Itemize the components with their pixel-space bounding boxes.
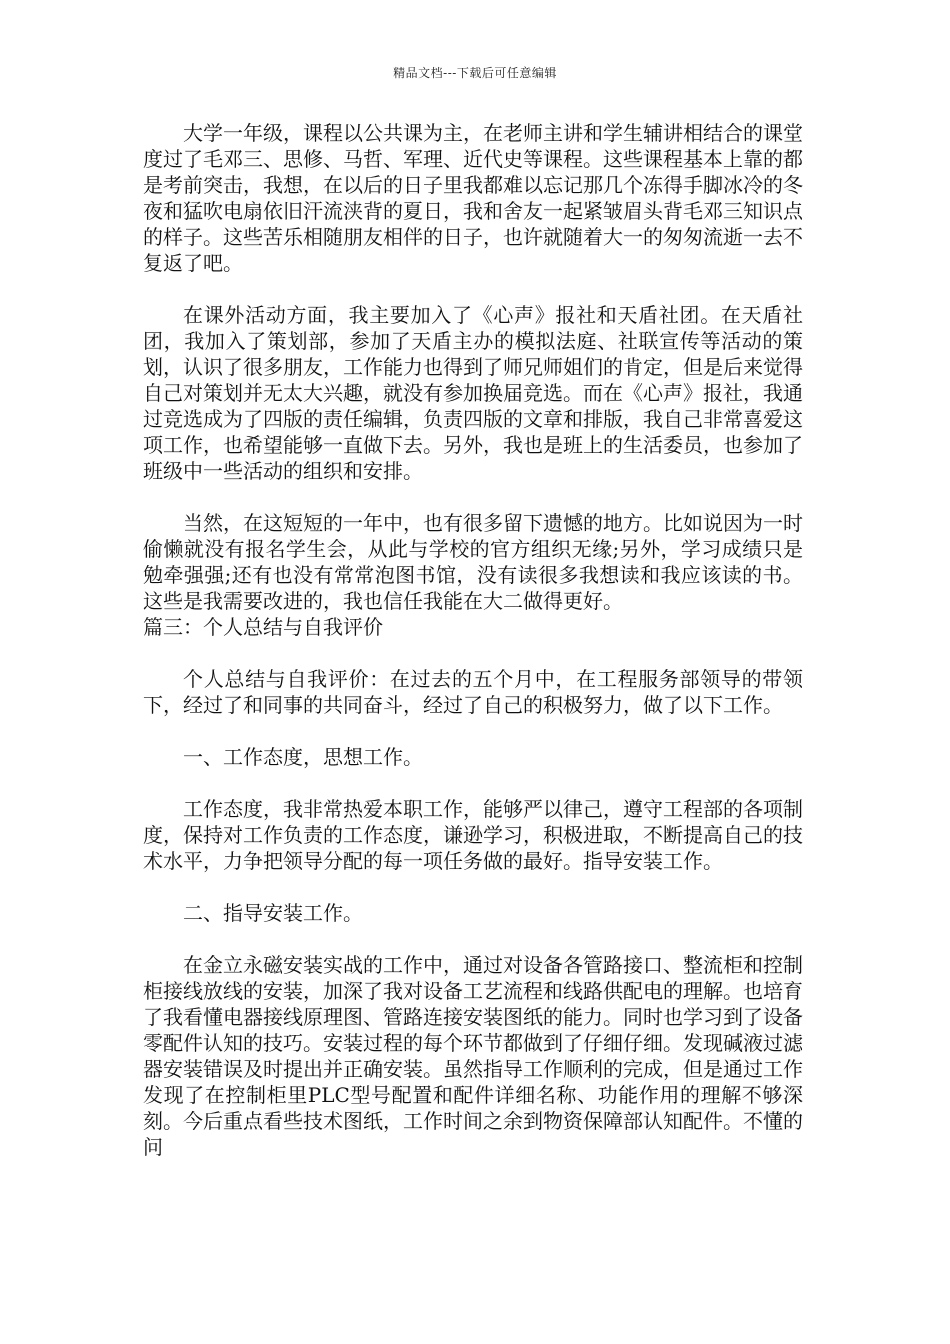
paragraph-spacer	[143, 484, 803, 510]
document-body	[143, 120, 803, 1160]
paragraph-spacer	[143, 640, 803, 666]
paragraph-activities: 在课外活动方面，我主要加入了《心声》报社和天盾社团。在天盾社团，我加入了策划部，参加了天盾主办的模拟法庭、社联宣传等活动的策划，认识了很多朋友，工作能力也得到了师兄师姐们的肯定，但是后来觉得自己对策划并无太大兴趣，就没有参加换届竞选。而在《心声》报社，我通过竞选成为了四版的责任编辑，负责四版的文章和排版，我自己非常喜爱这项工作，也希望能够一直做下去。另外，我也是班上的生活委员，也参加了班级中一些活动的组织和安排。	[143, 303, 803, 483]
paragraph-spacer	[143, 770, 803, 796]
paragraph-spacer	[143, 926, 803, 952]
paragraph-first-year: 大学一年级，课程以公共课为主，在老师主讲和学生辅讲相结合的课堂度过了毛邓三、思修、马哲、军理、近代史等课程。这些课程基本上靠的都是考前突击，我想，在以后的日子里我都难以忘记那几个冻得手脚冰冷的冬夜和猛吹电扇依旧汗流浃背的夏日，我和舍友一起紧皱眉头背毛邓三知识点的样子。这些苦乐相随朋友相伴的日子，也许就随着大一的匆匆流逝一去不复返了吧。	[143, 121, 803, 275]
paragraph-spacer	[143, 874, 803, 900]
paragraph-regrets: 当然，在这短短的一年中，也有很多留下遗憾的地方。比如说因为一时偷懒就没有报名学生会，从此与学校的官方组织无缘;另外，学习成绩只是勉牵强强;还有也没有常常泡图书馆，没有读很多我想读和我应该读的书。这些是我需要改进的，我也信任我能在大二做得更好。	[143, 511, 803, 613]
paragraph-spacer	[143, 276, 803, 302]
page-header: 精品文档---下载后可任意编辑	[393, 66, 557, 80]
section-heading: 篇三：个人总结与自我评价	[143, 615, 383, 639]
paragraph-spacer	[143, 718, 803, 744]
paragraph-summary-intro: 个人总结与自我评价：在过去的五个月中，在工程服务部领导的带领下，经过了和同事的共同奋斗，经过了自己的积极努力，做了以下工作。	[143, 667, 803, 717]
paragraph-installation: 在金立永磁安装实战的工作中，通过对设备各管路接口、整流柜和控制柜接线放线的安装，加深了我对设备工艺流程和线路供配电的理解。也培育了我看懂电器接线原理图、管路连接安装图纸的能力。同时也学习到了设备零配件认知的技巧。安装过程的每个环节都做到了仔细仔细。发现碱液过滤器安装错误及时提出并正确安装。虽然指导工作顺利的完成，但是通过工作发现了在控制柜里PLC型号配置和配件详细名称、功能作用的理解不够深刻。今后重点看些技术图纸，工作时间之余到物资保障部认知配件。不懂的问	[143, 953, 803, 1159]
subheading-installation: 二、指导安装工作。	[183, 901, 363, 925]
subheading-work-attitude: 一、工作态度，思想工作。	[183, 745, 423, 769]
paragraph-work-attitude: 工作态度，我非常热爱本职工作，能够严以律己，遵守工程部的各项制度，保持对工作负责的工作态度，谦逊学习，积极进取，不断提高自己的技术水平，力争把领导分配的每一项任务做的最好。指导安装工作。	[143, 797, 803, 873]
